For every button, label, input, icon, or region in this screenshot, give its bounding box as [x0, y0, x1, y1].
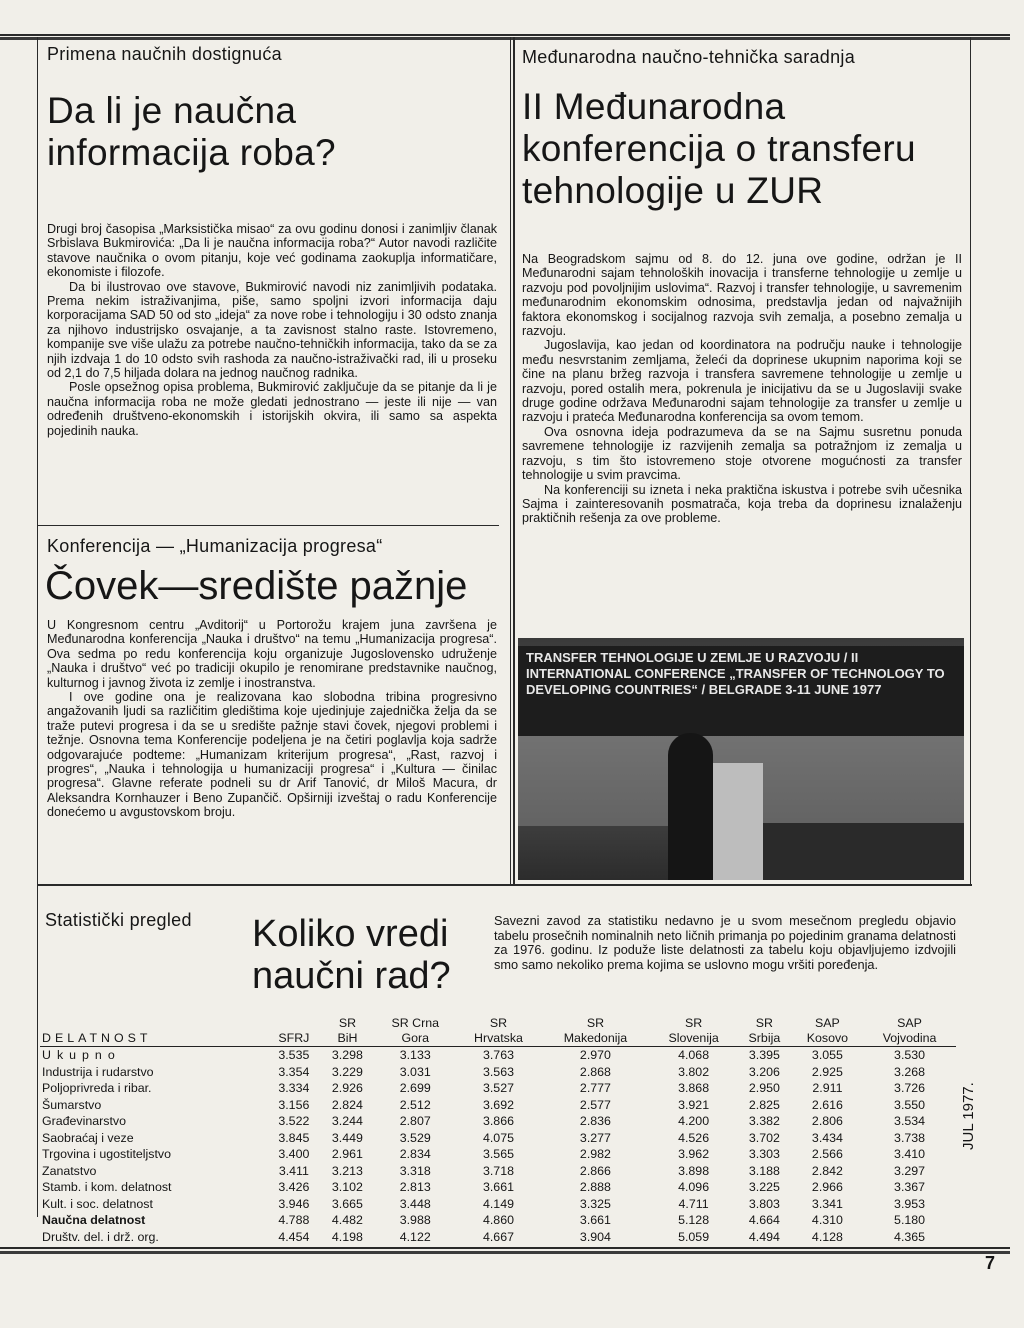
stats-intro: Savezni zavod za statistiku nedavno je u svom mesečnom pregledu objavio tabelu prosečnih nominalnih neto ličnih primanja po pojedinim granama delatnosti za 1976. godinu. Iz podužе liste delatnosti za tabelu koju objavljujemo izdvojili smo samo nekoliko prema kojima se uslovno mogu vršiti poređenja.: [494, 913, 956, 972]
table-cell: 2.970: [579, 1048, 611, 1062]
table-cell: 3.213: [331, 1163, 363, 1178]
table-cell: 4.149: [482, 1196, 514, 1211]
table-cell: 4.788: [278, 1213, 310, 1227]
right-headline: II Međunarodna konferencija o transferu tehnologije u ZUR: [522, 86, 916, 211]
table-cell: 3.962: [678, 1147, 710, 1161]
table-cell: 3.156: [278, 1097, 310, 1112]
table-cell: 3.802: [678, 1064, 710, 1079]
conference-paragraph-1: U Kongresnom centru „Avditorij“ u Portorožu krajem juna završena je Međunarodna konferencija „Nauka i društvo“ na temu „Humanizacija progresa“. Ova sedma po redu konferencija koju organizuje Jugoslovensko udruženje „Nauka i društvo“ već po tradiciji okupilo je renomirane predstavnike naučnog, kulturnog i javnog života iz zemlje i inostranstva.: [47, 618, 497, 690]
table-cell: 3.395: [748, 1048, 780, 1062]
table-cell: 4.711: [678, 1196, 709, 1211]
conference-paragraph-2: I ove godine ona je realizovana kao slobodna tribina progresivno angažovanih ljudi sa različitim gledištima koje ujedinjuje zajednička želja da se traže putevi progresa i da se u središte pažnje stavi čovek, njegovi problemi i težnje. Osnovna tema Konferencije podeljena je na četiri poglavlja koja sadrže odgovarajuće podteme: „Humanizam kriterijum progresa“, „Rast, razvoj i progres“, „Nauka i tehnologija u humanizaciji progresa“ i „Kultura — činilac progresa“. Glavne referate podneli su dr Arif Tanović, dr Miloš Macura, dr Aleksandra Kornhauzer i Beno Zupančič. Opširniji izveštaj o radu Konferencije donećemo u avgustovskom broju.: [47, 690, 497, 820]
left-paragraph-1: Drugi broj časopisa „Marksistička misao“ za ovu godinu donosi i zanimljiv članak Srbislava Bukmirovića: „Da li je naučna informacija roba?“ Autor navodi različite stavove naučnika o ovom pitanju, koje već godinama zaokuplja informatičare, ekonomiste i filozofe.: [47, 222, 497, 280]
stats-kicker: Statistički pregled: [45, 910, 192, 930]
table-cell: 3.268: [894, 1064, 926, 1079]
table-cell: 4.122: [399, 1229, 431, 1244]
table-cell: 3.550: [894, 1097, 926, 1112]
table-row: [40, 1113, 956, 1130]
row-label: Zanatstvo: [42, 1163, 97, 1178]
table-cell: 3.303: [748, 1147, 780, 1161]
row-label: Ukupno: [42, 1048, 121, 1062]
table-cell: 3.341: [811, 1196, 843, 1211]
table-cell: 2.926: [331, 1081, 363, 1095]
table-cell: 3.318: [399, 1163, 431, 1178]
table-cell: 4.494: [748, 1229, 780, 1244]
table-row: [40, 1097, 956, 1114]
table-cell: 3.449: [331, 1130, 363, 1145]
table-cell: 5.059: [678, 1229, 710, 1244]
table-cell: 3.410: [894, 1147, 926, 1161]
table-cell: 3.661: [482, 1180, 514, 1194]
table-cell: 3.244: [331, 1114, 363, 1128]
table-cell: 3.866: [482, 1114, 514, 1128]
table-header-row: [40, 1016, 956, 1047]
table-cell: 3.868: [678, 1081, 710, 1095]
table-cell: 3.325: [579, 1196, 611, 1211]
conference-body: [47, 618, 497, 820]
table-cell: 3.904: [579, 1229, 611, 1244]
table-cell: 4.096: [678, 1180, 710, 1194]
row-label: Naučna delatnost: [42, 1213, 146, 1227]
table-cell: 5.180: [894, 1213, 926, 1227]
right-kicker: Međunarodna naučno-tehnička saradnja: [522, 47, 856, 67]
column-header: SR Hrvatska: [474, 1016, 523, 1045]
table-cell: 3.692: [482, 1097, 514, 1112]
table-cell: 4.310: [811, 1213, 843, 1227]
photo-banner-text: TRANSFER TEHNOLOGIJE U ZEMLJE U RAZVOJU / II INTERNATIONAL CONFERENCE „TRANSFER OF TECHNOLOGY TO DEVELOPING COUNTRIES“ / BELGRADE 3-11 JUNE 1977: [518, 646, 964, 736]
table-cell: 2.961: [331, 1147, 363, 1161]
table-cell: 3.206: [748, 1064, 780, 1079]
table-cell: 3.367: [894, 1180, 926, 1194]
table-cell: 2.512: [399, 1097, 431, 1112]
table-cell: 4.198: [331, 1229, 363, 1244]
table-cell: 2.616: [811, 1097, 843, 1112]
table-cell: 2.966: [811, 1180, 843, 1194]
table-cell: 3.803: [748, 1196, 780, 1211]
column-header: SR Makedonija: [563, 1016, 628, 1045]
bottom-rule-thick: [0, 1251, 1010, 1254]
table-cell: 3.277: [579, 1130, 611, 1145]
table-cell: 3.530: [894, 1048, 926, 1062]
table-cell: 2.824: [331, 1097, 363, 1112]
table-cell: 3.953: [894, 1196, 926, 1211]
column-header: SR Crna Gora: [391, 1016, 439, 1045]
table-cell: 3.411: [278, 1163, 309, 1178]
row-label: Saobraćaj i veze: [42, 1130, 134, 1145]
table-cell: 4.860: [482, 1213, 514, 1227]
table-row: [40, 1179, 956, 1196]
table-row: [40, 1163, 956, 1180]
table-cell: 3.434: [811, 1130, 843, 1145]
table-cell: 4.075: [482, 1130, 514, 1145]
table-cell: 3.946: [278, 1196, 310, 1211]
row-label: Industrija i rudarstvo: [42, 1064, 154, 1079]
table-cell: 4.365: [894, 1229, 926, 1244]
table-cell: 2.577: [579, 1097, 611, 1112]
table-cell: 4.667: [482, 1229, 514, 1244]
row-label: Poljoprivreda i ribar.: [42, 1081, 152, 1095]
table-cell: 3.055: [811, 1048, 843, 1062]
table-cell: 2.866: [579, 1163, 611, 1178]
table-row: [40, 1130, 956, 1147]
conference-photo: [518, 638, 964, 880]
photo-speaker: [668, 733, 713, 880]
page-number: 7: [985, 1253, 996, 1273]
column-header: DELATNOST: [42, 1031, 152, 1045]
table-cell: 3.225: [748, 1180, 780, 1194]
right-paragraph-2: Jugoslavija, kao jedan od koordinatora na području nauke i tehnologije među nesvrstanim zemljama, želeći da doprinese ukupnim naporima koji se čine na planu bržeg razvoja i transfera savremene tehnologije u zemlje u razvoju, pored ostalih mera, pokrenula je inicijativu da se u Jugoslaviji svake druge godine održava Međunarodni sajam tehnologije za transfer u zemlje u razvoju i prateća Međunarodna konferencija sa ovom temom.: [522, 338, 962, 425]
table-cell: 3.448: [399, 1196, 431, 1211]
column-header: SAP Kosovo: [806, 1016, 849, 1045]
table-cell: 3.354: [278, 1064, 310, 1079]
table-cell: 3.535: [278, 1048, 310, 1062]
table-cell: 2.836: [579, 1114, 611, 1128]
right-paragraph-4: Na konferenciji su izneta i neka praktična iskustva i potrebe svih učesnika Sajma i zainteresovanih posmatrača, koja treba da doprinesu iznalaženju praktičnih rešenja za ove probleme.: [522, 482, 962, 526]
table-cell: 2.888: [579, 1180, 611, 1194]
left-paragraph-3: Posle opsežnog opisa problema, Bukmirović zaključuje da se pitanje da li je naučna informacija roba ne može gledati jednostrano — jeste ili nije — van određenih društveno-ekonomskih i istorijskih okvira, ili samo sa aspekta pojedinih nauka.: [47, 380, 497, 438]
table-cell: 2.925: [811, 1064, 843, 1079]
table-cell: 3.534: [894, 1114, 926, 1128]
right-paragraph-1: Na Beogradskom sajmu od 8. do 12. juna ove godine, održan je II Međunarodni sajam tehnoloških inovacija i transferne tehnologije u zemlje u razvoju pod povoljnijim uslovima“. Razvoj i transfer tehnologije, u savremenim međunarodnim ekonomskim odnosima, predstavlja jedan od najvažnijih faktora ekonomskog i socijalnog razvoja svih zemalja, a posebno zemalja u razvoju.: [522, 252, 962, 339]
table-cell: 4.200: [678, 1114, 710, 1128]
table-cell: 2.834: [399, 1147, 431, 1161]
table-cell: 5.128: [678, 1213, 710, 1227]
column-header: SR Srbija: [748, 1016, 781, 1045]
table-cell: 4.482: [331, 1213, 363, 1227]
table-cell: 3.921: [678, 1097, 710, 1112]
top-rule: [0, 34, 1010, 36]
center-column-rule: [510, 37, 511, 884]
stats-top-rule: [37, 884, 972, 886]
table-cell: 4.664: [748, 1213, 780, 1227]
table-cell: 2.868: [579, 1064, 611, 1079]
row-label: Trgovina i ugostiteljstvo: [42, 1147, 172, 1161]
table-cell: 2.825: [748, 1097, 780, 1112]
right-paragraph-3: Ova osnovna ideja podrazumeva da se na Sajmu susretnu ponuda savremene tehnologije iz razvijenih zemalja sa potražnjom iz zemalja u razvoju, s tim što istovremeno stoje otvorene mogućnosti za transfer tehnologije u svim pravcima.: [522, 424, 962, 483]
right-column-rule: [970, 37, 971, 884]
table-cell: 3.738: [894, 1130, 926, 1145]
table-cell: 3.527: [482, 1081, 514, 1095]
table-cell: 3.988: [399, 1213, 431, 1227]
table-cell: 4.068: [678, 1048, 710, 1062]
table-cell: 4.128: [811, 1229, 843, 1244]
table-row: [40, 1080, 956, 1097]
row-label: Građevinarstvo: [42, 1114, 127, 1128]
table-cell: 3.102: [331, 1180, 363, 1194]
table-cell: 3.661: [579, 1213, 611, 1227]
table-row: [40, 1064, 956, 1081]
table-cell: 3.718: [482, 1163, 514, 1178]
table-cell: 3.702: [748, 1130, 780, 1145]
right-column-rule-inner: [513, 37, 515, 884]
table-cell: 2.813: [399, 1180, 431, 1194]
table-cell: 3.529: [399, 1130, 431, 1145]
left-headline: Da li je naučna informacija roba?: [47, 90, 336, 173]
table-cell: 3.522: [278, 1114, 310, 1128]
table-cell: 2.777: [579, 1081, 611, 1095]
row-label: Šumarstvo: [42, 1097, 102, 1112]
table-cell: 2.806: [811, 1114, 843, 1128]
table-cell: 3.426: [278, 1180, 310, 1194]
table-cell: 2.950: [748, 1081, 780, 1095]
table-cell: 3.188: [748, 1163, 780, 1178]
issue-date: JUL 1977.: [960, 1082, 977, 1150]
column-header: SR BiH: [337, 1016, 358, 1045]
table-cell: 3.133: [399, 1048, 431, 1062]
table-cell: 2.566: [811, 1147, 843, 1161]
right-body: [522, 252, 962, 526]
table-cell: 4.454: [278, 1229, 310, 1244]
table-cell: 2.807: [399, 1114, 431, 1128]
table-row: [40, 1047, 956, 1064]
table-cell: 3.763: [482, 1048, 514, 1062]
table-cell: 3.898: [678, 1163, 710, 1178]
table-cell: 3.334: [278, 1081, 310, 1095]
table-cell: 3.229: [331, 1064, 363, 1079]
table-cell: 3.845: [278, 1130, 310, 1145]
row-label: Stamb. i kom. delatnost: [42, 1180, 172, 1194]
table-cell: 2.982: [579, 1147, 611, 1161]
left-kicker: Primena naučnih dostignuća: [47, 44, 282, 64]
table-cell: 3.298: [331, 1048, 363, 1062]
table-row: [40, 1229, 956, 1246]
table-cell: 3.665: [331, 1196, 363, 1211]
left-paragraph-2: Da bi ilustrovao ove stavove, Bukmirović navodi niz zanimljivih podataka. Prema nekim istraživanjima, piše, samo spoljni izvori informacija daju korporacijama SAD 50 od sto „ideja“ za nove robe i tehnologiju i 30 odsto znanja za njihovo industrijsko osvajanje, a ta zavisnost stalno raste. Istovremeno, kompanije sve više ulažu za potrebe naučno-tehničkih informacija, tako da se za njih izdvaja 1 do 10 odsto svih rashoda za naučno-istraživački rad, ili u proseku od 2,1 do 7,5 hiljada dolara na jednog naučnog radnika.: [47, 279, 497, 381]
table-cell: 2.842: [811, 1163, 843, 1178]
salary-table: [40, 1016, 956, 1245]
table-row: [40, 1196, 956, 1213]
table-row: [40, 1146, 956, 1163]
top-rule-thick: [0, 37, 1010, 40]
left-body: [47, 222, 497, 438]
table-cell: 2.911: [812, 1081, 843, 1095]
table-cell: 3.565: [482, 1147, 514, 1161]
table-row: [40, 1212, 956, 1229]
table-cell: 3.382: [748, 1114, 780, 1128]
conference-kicker: Konferencija — „Humanizacija progresa“: [47, 536, 383, 556]
bottom-rule: [0, 1247, 1010, 1249]
table-cell: 3.031: [399, 1064, 431, 1079]
left-column-rule: [37, 37, 38, 1217]
row-label: Društv. del. i drž. org.: [42, 1229, 159, 1244]
column-header: SAP Vojvodina: [882, 1016, 937, 1045]
table-cell: 2.699: [399, 1081, 431, 1095]
table-cell: 3.726: [894, 1081, 926, 1095]
row-label: Kult. i soc. delatnost: [42, 1196, 153, 1211]
stats-headline: Koliko vredi naučni rad?: [252, 913, 451, 997]
section-divider-rule: [37, 525, 499, 526]
photo-table: [728, 823, 964, 880]
column-header: SR Slovenija: [668, 1016, 719, 1045]
conference-headline: Čovek—središte pažnje: [45, 564, 468, 608]
table-cell: 4.526: [678, 1130, 710, 1145]
table-cell: 3.297: [894, 1163, 926, 1178]
table-cell: 3.563: [482, 1064, 514, 1079]
column-header: SFRJ: [278, 1031, 310, 1045]
table-cell: 3.400: [278, 1147, 310, 1161]
